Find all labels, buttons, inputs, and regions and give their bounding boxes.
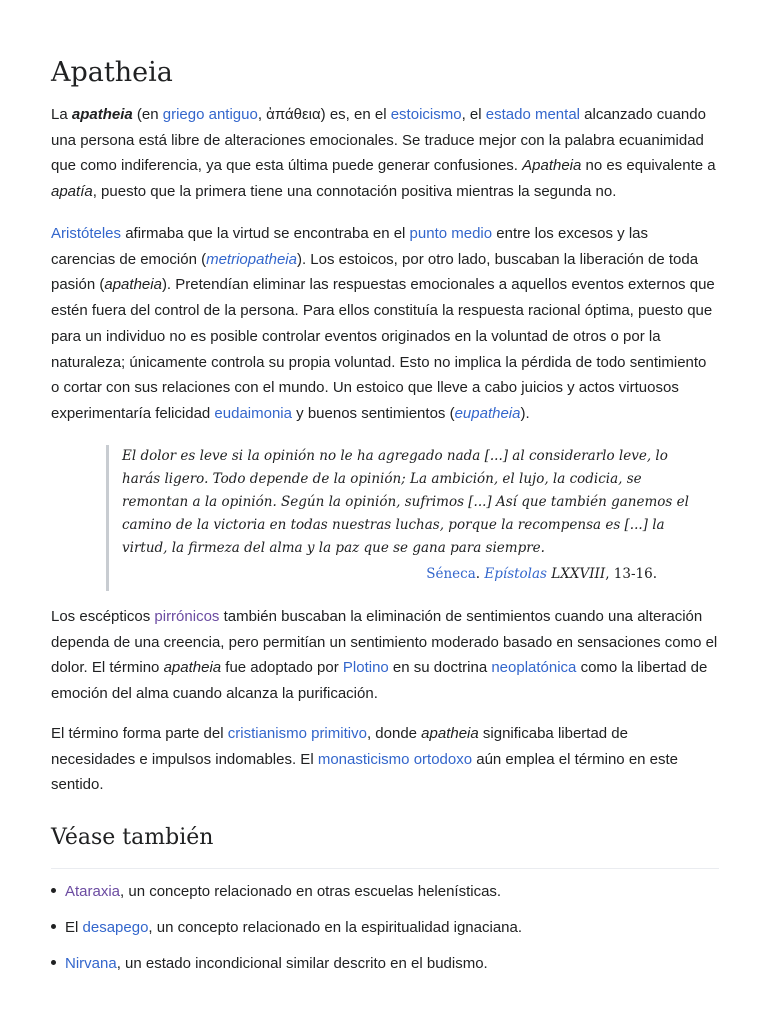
page-title: Apatheia [51,57,173,88]
link-metriopatheia[interactable]: metriopatheia [206,250,297,268]
quote-text [122,445,689,560]
quote-source: Séneca. Epístolas LXXVIII, 13-16. [426,566,657,582]
link-plotino[interactable]: Plotino [342,659,389,677]
line: estén fuera del control de la persona. Para ellos constituía la respuesta racional óptima, puesto que [51,302,713,320]
link-ataraxia[interactable]: Ataraxia [65,883,121,900]
line: experimentaría felicidad eudaimonia y buenos sentimientos (eupatheia). [51,404,530,422]
link-desapego[interactable]: desapego [82,919,149,936]
list-item: El desapego, un concepto relacionado en la espiritualidad ignaciana. [51,917,522,939]
link-estoicismo[interactable]: estoicismo [390,106,462,123]
section-divider [51,868,719,869]
line: que como indiferencia, ya que esta última puede generar confusiones. Apatheia no es equivalente a [51,157,716,175]
line: pasión (apatheia). Pretendían eliminar las respuestas emocionales a aquellos eventos externos que [51,276,715,294]
line: para un individuo no es posible controlar eventos originados en la voluntad de otros o por la [51,327,661,345]
paragraph-intro [51,102,721,205]
line: sentido. [51,776,104,794]
line: o cortar con sus relaciones con el mundo. Un estoico que lleve a cabo juicios y actos virtuosos [51,379,679,397]
line: dependa de una creencia, pero permitían un sentimiento moderado basado en sensaciones como el [51,633,718,651]
section-heading-vease-tambien: Véase también [51,825,214,850]
link-eudaimonia[interactable]: eudaimonia [214,404,292,422]
link-epistolas[interactable]: Epístolas [484,566,547,582]
link-griego-antiguo[interactable]: griego antiguo [162,106,258,123]
link-punto-medio[interactable]: punto medio [409,225,493,242]
link-eupatheia[interactable]: eupatheia [454,404,521,422]
greek-term: ἀπάθεια [266,106,321,123]
quote-line: camino de la victoria en todas nuestras luchas, porque la recompensa es [...] la [122,517,665,533]
quote-line: El dolor es leve si la opinión no le ha agregado nada [...] al considerarlo leve, lo [122,448,668,464]
list-item: Ataraxia, un concepto relacionado en otras escuelas helenísticas. [51,881,501,903]
paragraph-skeptics [51,604,721,707]
line: apatía, puesto que la primera tiene una connotación positiva mientras la segunda no. [51,183,617,201]
paragraph-christianity [51,721,721,798]
link-pirronicos[interactable]: pirrónicos [154,608,220,625]
quote-line: harás ligero. Todo depende de la opinión; La ambición, el lujo, la codicia, se [122,471,642,487]
line: El término forma parte del cristianismo primitivo, donde apatheia significaba libertad de [51,725,628,742]
bullet-icon [51,960,56,965]
line: necesidades e impulsos indomables. El monasticismo ortodoxo aún emplea el término en este [51,750,679,768]
link-monasticismo-ortodoxo[interactable]: monasticismo ortodoxo [317,750,473,768]
link-nirvana[interactable]: Nirvana [65,955,117,972]
bullet-icon [51,924,56,929]
quote-line: remontan a la opinión. Según la opinión, sufrimos [...] Así que también ganemos el [122,494,689,510]
line: dolor. El término apatheia fue adoptado por Plotino en su doctrina neoplatónica como la libertad de [51,659,708,677]
link-neoplatonica[interactable]: neoplatónica [491,659,577,677]
line: carencias de emoción (metriopatheia). Los estoicos, por otro lado, buscaban la liberación de toda [51,250,699,268]
list-item: Nirvana, un estado incondicional similar descrito en el budismo. [51,953,488,975]
bullet-icon [51,888,56,893]
link-estado-mental[interactable]: estado mental [485,106,580,123]
line: La apatheia (en griego antiguo, ἀπάθεια) es, en el estoicismo, el estado mental alcanzado cuando [51,106,706,123]
link-cristianismo-primitivo[interactable]: cristianismo primitivo [227,725,367,742]
line: Aristóteles afirmaba que la virtud se encontraba en el punto medio entre los excesos y las [51,225,649,242]
seneca-quote [106,445,689,591]
link-seneca[interactable]: Séneca [426,566,476,582]
link-aristoteles[interactable]: Aristóteles [51,225,122,242]
quote-line: virtud, la firmeza del alma y la paz que se gana para siempre. [122,540,545,556]
line: naturaleza; únicamente controla su propia voluntad. Esto no implica la pérdida de todo sentimiento [51,353,707,371]
line: una persona está libre de alteraciones emocionales. Se traduce mejor con la palabra ecuanimidad [51,131,704,149]
paragraph-stoics [51,221,721,427]
line: emoción del alma cuando alcanza la purificación. [51,685,378,703]
line: Los escépticos pirrónicos también buscaban la eliminación de sentimientos cuando una alteración [51,608,703,625]
